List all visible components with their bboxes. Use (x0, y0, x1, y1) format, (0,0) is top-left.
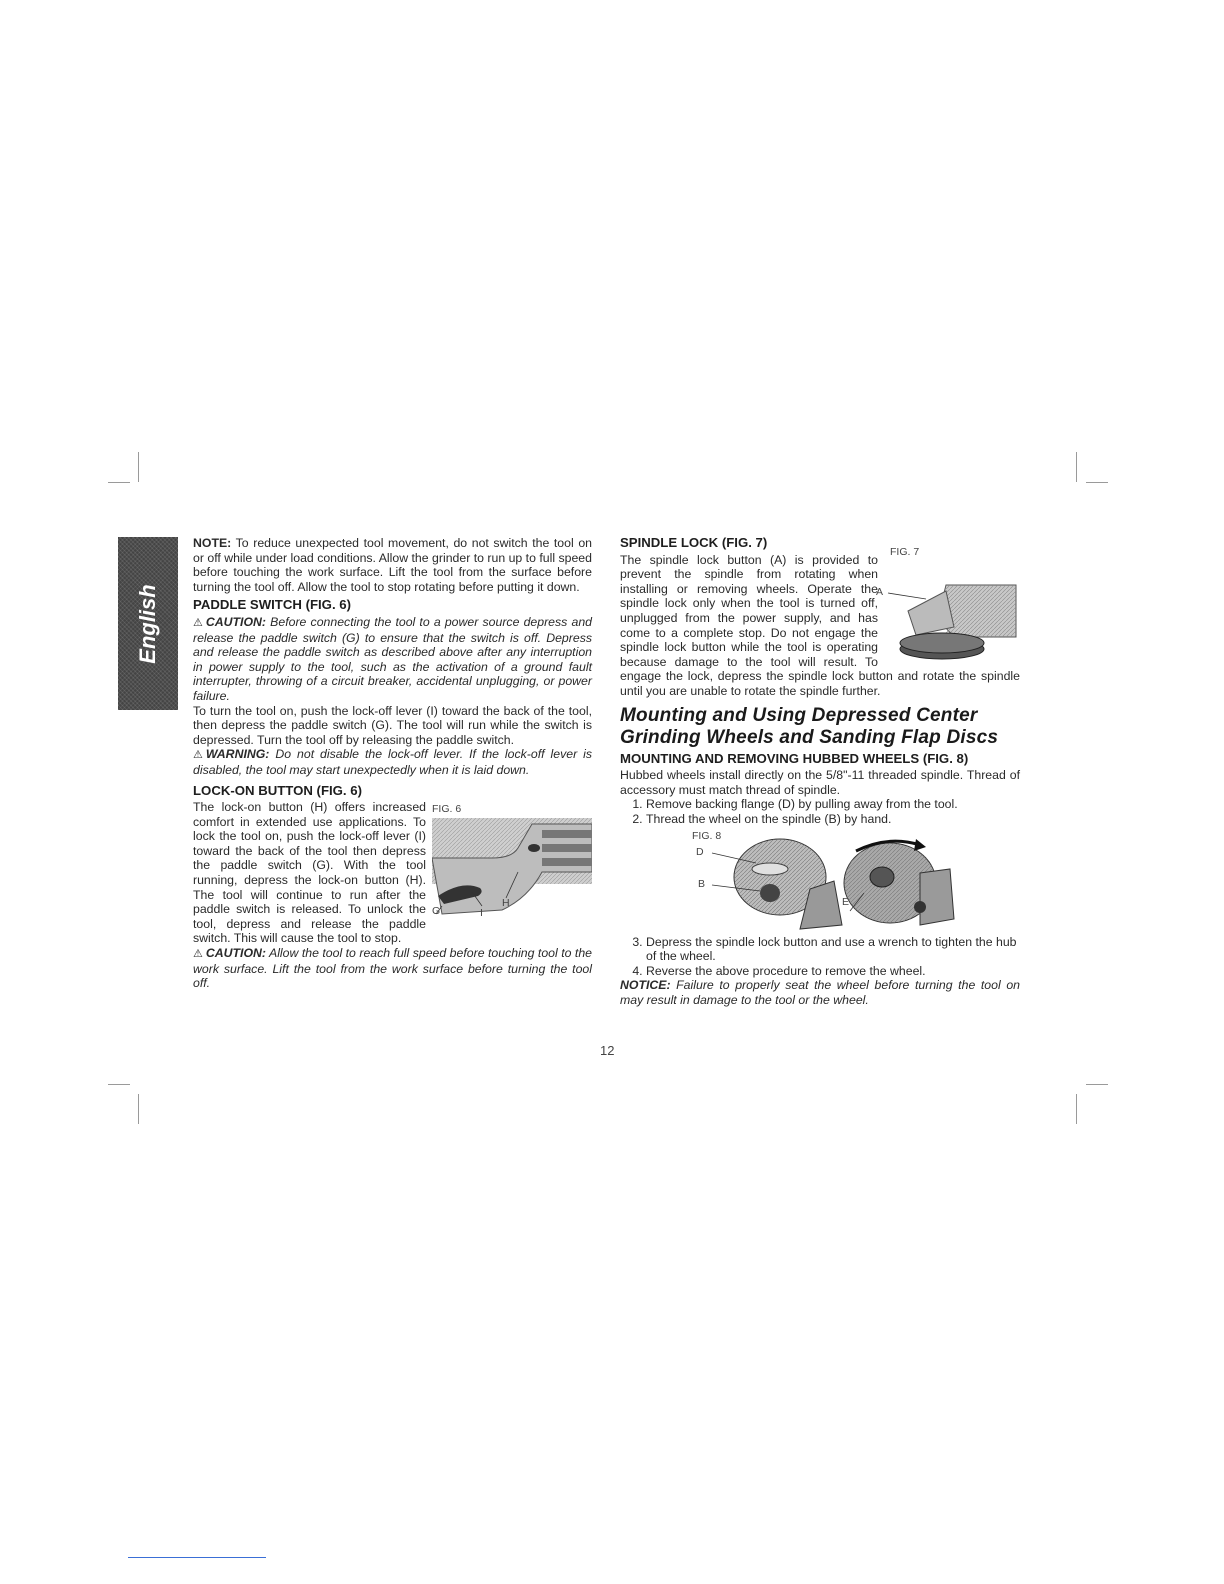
crop-mark (1076, 452, 1077, 482)
fig6-grinder-illustration (432, 814, 592, 920)
page-number: 12 (600, 1043, 615, 1058)
fig8-title: FIG. 8 (692, 829, 722, 842)
fig7-title: FIG. 7 (890, 545, 920, 558)
figure-7 (876, 545, 1020, 661)
note-text: To reduce unexpected tool movement, do not switch the tool on or off while under load conditions. Allow the grinder to run up to full speed before touching the work surface. Lift the tool from the surface before turning the tool off. Allow the tool to stop rotating before putting it down. (193, 536, 592, 594)
fig6-title: FIG. 6 (432, 803, 462, 816)
step-1: 1. Remove backing flange (D) by pulling away from the tool. (646, 797, 1020, 812)
note-label: NOTE: (193, 536, 232, 550)
bottom-rule (128, 1557, 266, 1558)
fig7-label-a: A (876, 585, 884, 598)
caution-text: Before connecting the tool to a power source depress and release the paddle switch (G) to ensure that the switch is off. Depress and release the paddle switch as described above after any interruption in power supply to the tool, such as the activation of a ground fault interrupter, throwing of a circuit breaker, accidental unplugging, or power failure. (193, 614, 592, 703)
warning-triangle-icon: ⚠ (193, 616, 203, 629)
section-title-line2: Grinding Wheels and Sanding Flap Discs (620, 726, 999, 748)
warning-triangle-icon: ⚠ (193, 948, 203, 961)
caution-label: CAUTION: (205, 614, 266, 629)
fig8-label-b: B (698, 877, 706, 890)
warning-label: WARNING: (205, 747, 270, 762)
caution-paragraph (193, 615, 592, 704)
fig6-label-h: H (502, 897, 510, 910)
section-title-line1: Mounting and Using Depressed Center (620, 704, 978, 726)
warning-paragraph (193, 747, 592, 777)
hubbed-wheels-text: Hubbed wheels install directly on the 5/8"-11 threaded spindle. Thread of accessory must match thread of spindle. (620, 768, 1020, 797)
fig8-label-d: D (696, 845, 704, 858)
fig7-spindle-illustration (886, 557, 1020, 661)
crop-mark (138, 452, 139, 482)
left-column (193, 536, 592, 991)
paddle-switch-heading: PADDLE SWITCH (FIG. 6) (193, 597, 351, 613)
lock-on-heading: LOCK-ON BUTTON (FIG. 6) (193, 782, 362, 798)
fig6-label-g: G (432, 905, 441, 918)
paddle-switch-text: To turn the tool on, push the lock-off lever (I) toward the back of the tool, then depress the paddle switch (G). The tool will run while the switch is depressed. Turn the tool off by releasing the paddle switch. (193, 703, 592, 747)
figure-8 (620, 829, 1020, 935)
figure-6 (432, 803, 592, 920)
notice-paragraph (620, 978, 1020, 1007)
spindle-lock-heading: SPINDLE LOCK (FIG. 7) (620, 535, 768, 550)
crop-mark (1086, 1084, 1108, 1085)
caution-paragraph-2 (193, 946, 592, 991)
caution-label-2: CAUTION: (205, 946, 266, 961)
language-tab-label: English (135, 583, 160, 664)
step-4: 4. Reverse the above procedure to remove the wheel. (646, 964, 1020, 979)
crop-mark (1086, 482, 1108, 483)
fig8-label-e: E (842, 895, 850, 908)
warning-triangle-icon: ⚠ (193, 749, 203, 762)
crop-mark (108, 482, 130, 483)
notice-label: NOTICE: (620, 978, 671, 993)
fig8-wheel-illustration (620, 829, 1020, 935)
step-3: 3. Depress the spindle lock button and use a wrench to tighten the hub of the wheel. (646, 935, 1020, 964)
right-column (620, 536, 1020, 1007)
hubbed-wheels-heading: MOUNTING AND REMOVING HUBBED WHEELS (FIG. 8) (620, 750, 969, 766)
warning-text: Do not disable the lock-off lever. If the lock-off lever is disabled, the tool may start unexpectedly when it is laid down. (193, 747, 592, 777)
lock-on-text: The lock-on button (H) offers increased comfort in extended use applications. To lock the tool on, push the lock-off lever (I) toward the back of the tool then depress the paddle switch (G). With the tool running, depress the lock-on button (H). The tool will continue to run after the paddle switch is released. To unlock the tool, depress and release the paddle switch. This will cause the tool to stop. (193, 800, 426, 946)
note-paragraph (193, 536, 592, 594)
steps-list-b (620, 935, 1020, 979)
spindle-lock-text: The spindle lock button (A) is provided to prevent the spindle from rotating when installing or removing wheels. Operate the spindle lock only when the tool is turned off, unplugged from the power supply, and has come to a complete stop. Do not engage the spindle lock button while the tool is operating because damage to the tool will result. To engage the lock, depress the spindle lock button and rotate the spindle until you are unable to rotate the spindle further. (620, 552, 1020, 698)
section-title (620, 705, 1020, 749)
language-tab (118, 537, 178, 710)
caution-text-2: Allow the tool to reach full speed before touching tool to the work surface. Lift the tool from the work surface before turning the tool off. (193, 946, 592, 991)
step-2: 2. Thread the wheel on the spindle (B) by hand. (646, 812, 1020, 827)
crop-mark (1076, 1094, 1077, 1124)
steps-list-a (620, 797, 1020, 826)
fig6-label-i: I (480, 907, 483, 920)
notice-text: Failure to properly seat the wheel before turning the tool on may result in damage to the tool or the wheel. (620, 978, 1020, 1007)
crop-mark (138, 1094, 139, 1124)
crop-mark (108, 1084, 130, 1085)
